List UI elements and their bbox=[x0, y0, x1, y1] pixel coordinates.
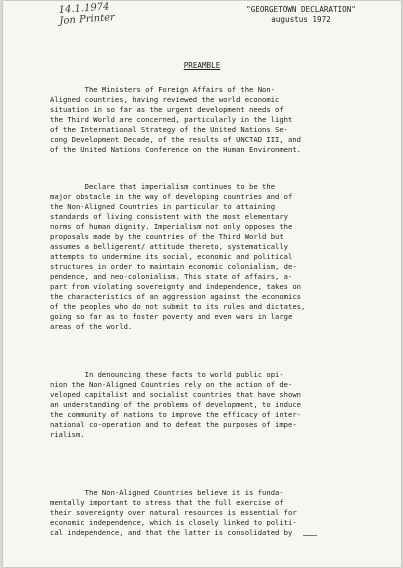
text-line: standards of living consistent with the most elementary bbox=[50, 212, 288, 221]
text-line: proposals made by the countries of the Third World but bbox=[50, 232, 284, 241]
paragraph-4 bbox=[50, 488, 378, 538]
handwritten-date: 14.1.1974 bbox=[58, 1, 110, 16]
text-line: mentally important to stress that the full exercise of bbox=[50, 498, 284, 507]
text-line: cong Development Decade, of the results of UNCTAD III, and bbox=[50, 135, 301, 144]
text-line: their sovereignty over natural resources is essential for bbox=[50, 508, 297, 517]
paragraph-2 bbox=[50, 182, 378, 332]
text-line: veloped capitalist and socialist countries that have shown bbox=[50, 390, 301, 399]
page-mark bbox=[303, 535, 317, 536]
text-line: national co-operation and to defeat the purposes of impe- bbox=[50, 420, 297, 429]
text-line: In denouncing these facts to world public opi- bbox=[50, 370, 284, 379]
text-line: the Non-Aligned Countries in particular to attaining bbox=[50, 202, 276, 211]
text-line: The Non-Aligned Countries believe it is funda- bbox=[50, 488, 284, 497]
section-heading bbox=[3, 61, 401, 71]
text-line: the community of nations to improve the efficacy of inter- bbox=[50, 410, 301, 419]
text-line: norms of human dignity. Imperialism not only opposes the bbox=[50, 222, 293, 231]
text-line: structures in order to maintain economic colonialism, de- bbox=[50, 262, 297, 271]
text-line: nion the Non-Aligned Countries rely on the action of de- bbox=[50, 380, 293, 389]
text-line: the characteristics of an aggression against the economics bbox=[50, 292, 301, 301]
paragraph-3 bbox=[50, 370, 378, 440]
text-line: The Ministers of Foreign Affairs of the Non- bbox=[50, 85, 276, 94]
text-line: of the peoples who do not submit to its rules and dictates, bbox=[50, 302, 306, 311]
text-line: of the International Strategy of the United Nations Se- bbox=[50, 125, 288, 134]
text-line: cal independence, and that the latter is consolidated by bbox=[50, 528, 293, 537]
document-header bbox=[221, 5, 381, 25]
document-title: "GEORGETOWN DECLARATION" bbox=[246, 5, 356, 14]
text-line: an understanding of the problems of development, to induce bbox=[50, 400, 301, 409]
paragraph-1 bbox=[50, 85, 378, 155]
text-line: economic independence, which is closely linked to politi- bbox=[50, 518, 297, 527]
text-line: part from violating sovereignty and independence, takes on bbox=[50, 282, 301, 291]
text-line: rialism. bbox=[50, 430, 85, 439]
text-line: areas of the world. bbox=[50, 322, 133, 331]
document-page bbox=[3, 1, 401, 567]
text-line: the Third World are concerned, particularly in the light bbox=[50, 115, 293, 124]
preamble-heading: PREAMBLE bbox=[183, 61, 221, 70]
handwritten-signature: Jon Printer bbox=[59, 12, 116, 27]
text-line: attempts to undermine its social, economic and political bbox=[50, 252, 293, 261]
text-line: going so far as to foster poverty and even wars in large bbox=[50, 312, 293, 321]
text-line: Declare that imperialism continues to be the bbox=[50, 182, 276, 191]
text-line: of the United Nations Conference on the Human Environment. bbox=[50, 145, 301, 154]
text-line: situation in so far as the urgent development needs of bbox=[50, 105, 284, 114]
handwritten-note bbox=[58, 1, 115, 27]
text-line: major obstacle in the way of developing countries and of bbox=[50, 192, 293, 201]
document-date: augustus 1972 bbox=[271, 15, 331, 24]
text-line: pendence, and neo-colonialism. This state of affairs, a- bbox=[50, 272, 293, 281]
text-line: Aligned countries, having reviewed the world economic bbox=[50, 95, 280, 104]
text-line: assumes a belligerent/ attitude thereto, systematically bbox=[50, 242, 288, 251]
